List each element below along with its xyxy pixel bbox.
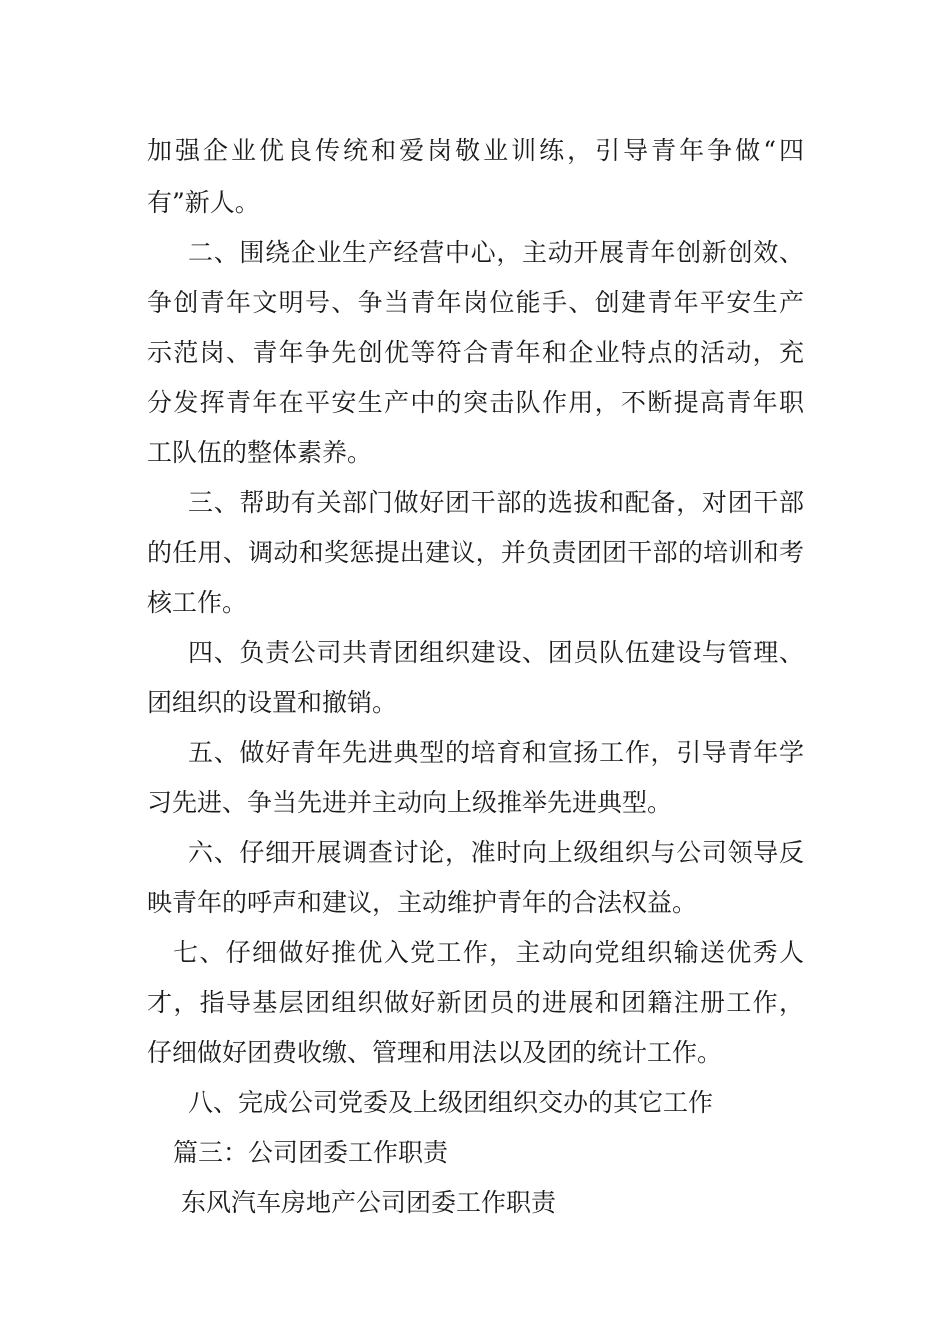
paragraph-line: 五、做好青年先进典型的培育和宣扬工作，引导青年学 bbox=[188, 738, 804, 767]
paragraph-line: 分发挥青年在平安生产中的突击队作用，不断提高青年职 bbox=[147, 388, 804, 417]
paragraph-line: 六、仔细开展调查讨论，准时向上级组织与公司领导反 bbox=[188, 838, 804, 867]
paragraph-line: 工队伍的整体素养。 bbox=[147, 438, 373, 467]
paragraph-line: 仔细做好团费收缴、管理和用法以及团的统计工作。 bbox=[147, 1038, 723, 1067]
paragraph-line: 映青年的呼声和建议，主动维护青年的合法权益。 bbox=[147, 888, 698, 917]
paragraph-line: 才，指导基层团组织做好新团员的进展和团籍注册工作， bbox=[147, 988, 804, 1017]
document-title: 东风汽车房地产公司团委工作职责 bbox=[181, 1188, 557, 1217]
paragraph-line: 二、围绕企业生产经营中心，主动开展青年创新创效、 bbox=[188, 238, 804, 267]
paragraph-line: 示范岗、青年争先创优等符合青年和企业特点的活动，充 bbox=[147, 338, 804, 367]
paragraph-line: 有”新人。 bbox=[147, 188, 260, 217]
section-heading: 篇三：公司团委工作职责 bbox=[173, 1138, 449, 1167]
paragraph-line: 三、帮助有关部门做好团干部的选拔和配备，对团干部 bbox=[188, 488, 804, 517]
paragraph-line: 的任用、调动和奖惩提出建议，并负责团团干部的培训和考 bbox=[147, 538, 804, 567]
paragraph-line: 加强企业优良传统和爱岗敬业训练，引导青年争做“四 bbox=[147, 136, 804, 165]
paragraph-line: 核工作。 bbox=[147, 588, 248, 617]
paragraph-line: 团组织的设置和撤销。 bbox=[147, 688, 398, 717]
paragraph-line: 习先进、争当先进并主动向上级推举先进典型。 bbox=[147, 788, 673, 817]
paragraph-line: 四、负责公司共青团组织建设、团员队伍建设与管理、 bbox=[188, 638, 804, 667]
paragraph-line: 七、仔细做好推优入党工作，主动向党组织输送优秀人 bbox=[173, 938, 804, 967]
paragraph-line: 八、完成公司党委及上级团组织交办的其它工作 bbox=[188, 1088, 714, 1117]
paragraph-line: 争创青年文明号、争当青年岗位能手、创建青年平安生产 bbox=[147, 288, 804, 317]
